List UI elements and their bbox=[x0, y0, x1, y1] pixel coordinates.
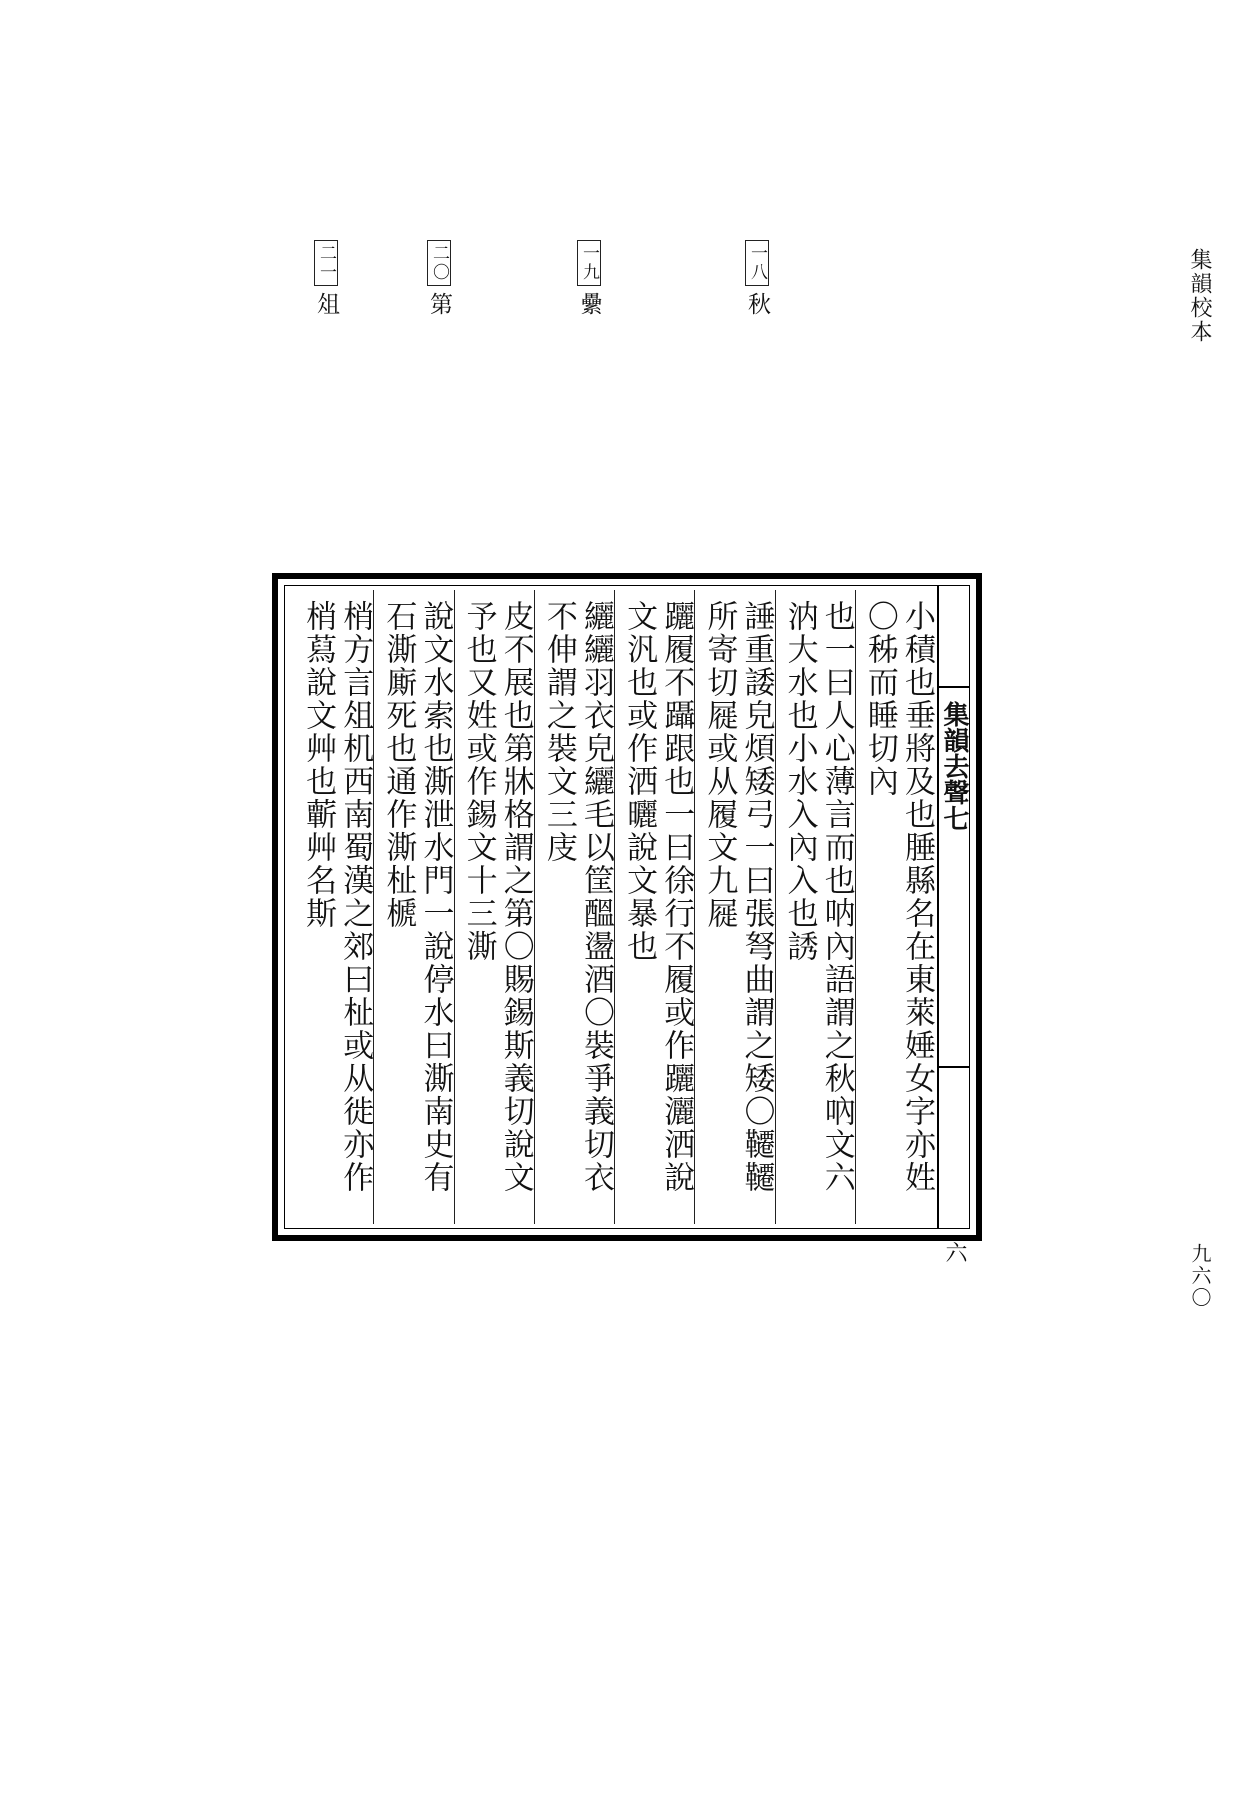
text-column: 也一曰人心薄言而也呐內語謂之秋吶文六汭大水也小水入內入也誘 bbox=[775, 590, 855, 1224]
note-text: 俎 bbox=[313, 292, 339, 317]
text-column: 皮不展也第牀格謂之第〇賜錫斯義切說文予也又姓或作錫文十三澌 bbox=[454, 590, 534, 1224]
text-columns bbox=[293, 590, 935, 1224]
text-column: 說文水索也澌泄水門一說停水曰澌南史有石澌廝死也通作澌杫榹 bbox=[373, 590, 453, 1224]
note-number: 二一 bbox=[314, 240, 338, 286]
collation-note bbox=[577, 240, 600, 317]
text-column: 諈重諉皃煩矮弓一曰張弩曲謂之矮〇韆韆所寄切屣或从履文九屣 bbox=[694, 590, 774, 1224]
text-column: 梢方言俎机西南蜀漢之郊曰杫或从徙亦作梢蕮說文艸也蘄艸名斯 bbox=[300, 600, 374, 1194]
running-title: 集韻校本 bbox=[1187, 248, 1212, 344]
block-title: 集韻去聲七 bbox=[939, 701, 969, 831]
page-number: 九六〇 bbox=[1188, 1243, 1212, 1309]
text-column: 小積也垂將及也腄縣名在東萊娷女字亦姓〇秭而睡切內 bbox=[855, 590, 935, 1224]
note-text: 秋 bbox=[744, 292, 770, 317]
strip-divider bbox=[939, 1066, 969, 1068]
strip-divider bbox=[939, 686, 969, 688]
collation-note bbox=[314, 240, 337, 317]
woodblock-frame bbox=[272, 573, 982, 1263]
leaf-number: 六 bbox=[942, 1241, 967, 1263]
note-number: 一八 bbox=[745, 240, 769, 286]
collation-note bbox=[427, 240, 450, 317]
text-column: 躧履不躡跟也一曰徐行不履或作躧灑洒說文汎也或作洒曬說文暴也 bbox=[614, 590, 694, 1224]
note-text: 纍 bbox=[576, 292, 602, 317]
collation-note bbox=[745, 240, 768, 317]
block-center-strip bbox=[937, 586, 969, 1263]
note-text: 第 bbox=[426, 292, 452, 317]
woodblock-inner-border bbox=[284, 585, 970, 1263]
text-column: 纚纚羽衣皃纚毛以筐醞盪酒〇裝爭義切衣不伸謂之裝文三庋 bbox=[534, 590, 614, 1224]
note-number: 二〇 bbox=[427, 240, 451, 286]
note-number: 一九 bbox=[577, 240, 601, 286]
